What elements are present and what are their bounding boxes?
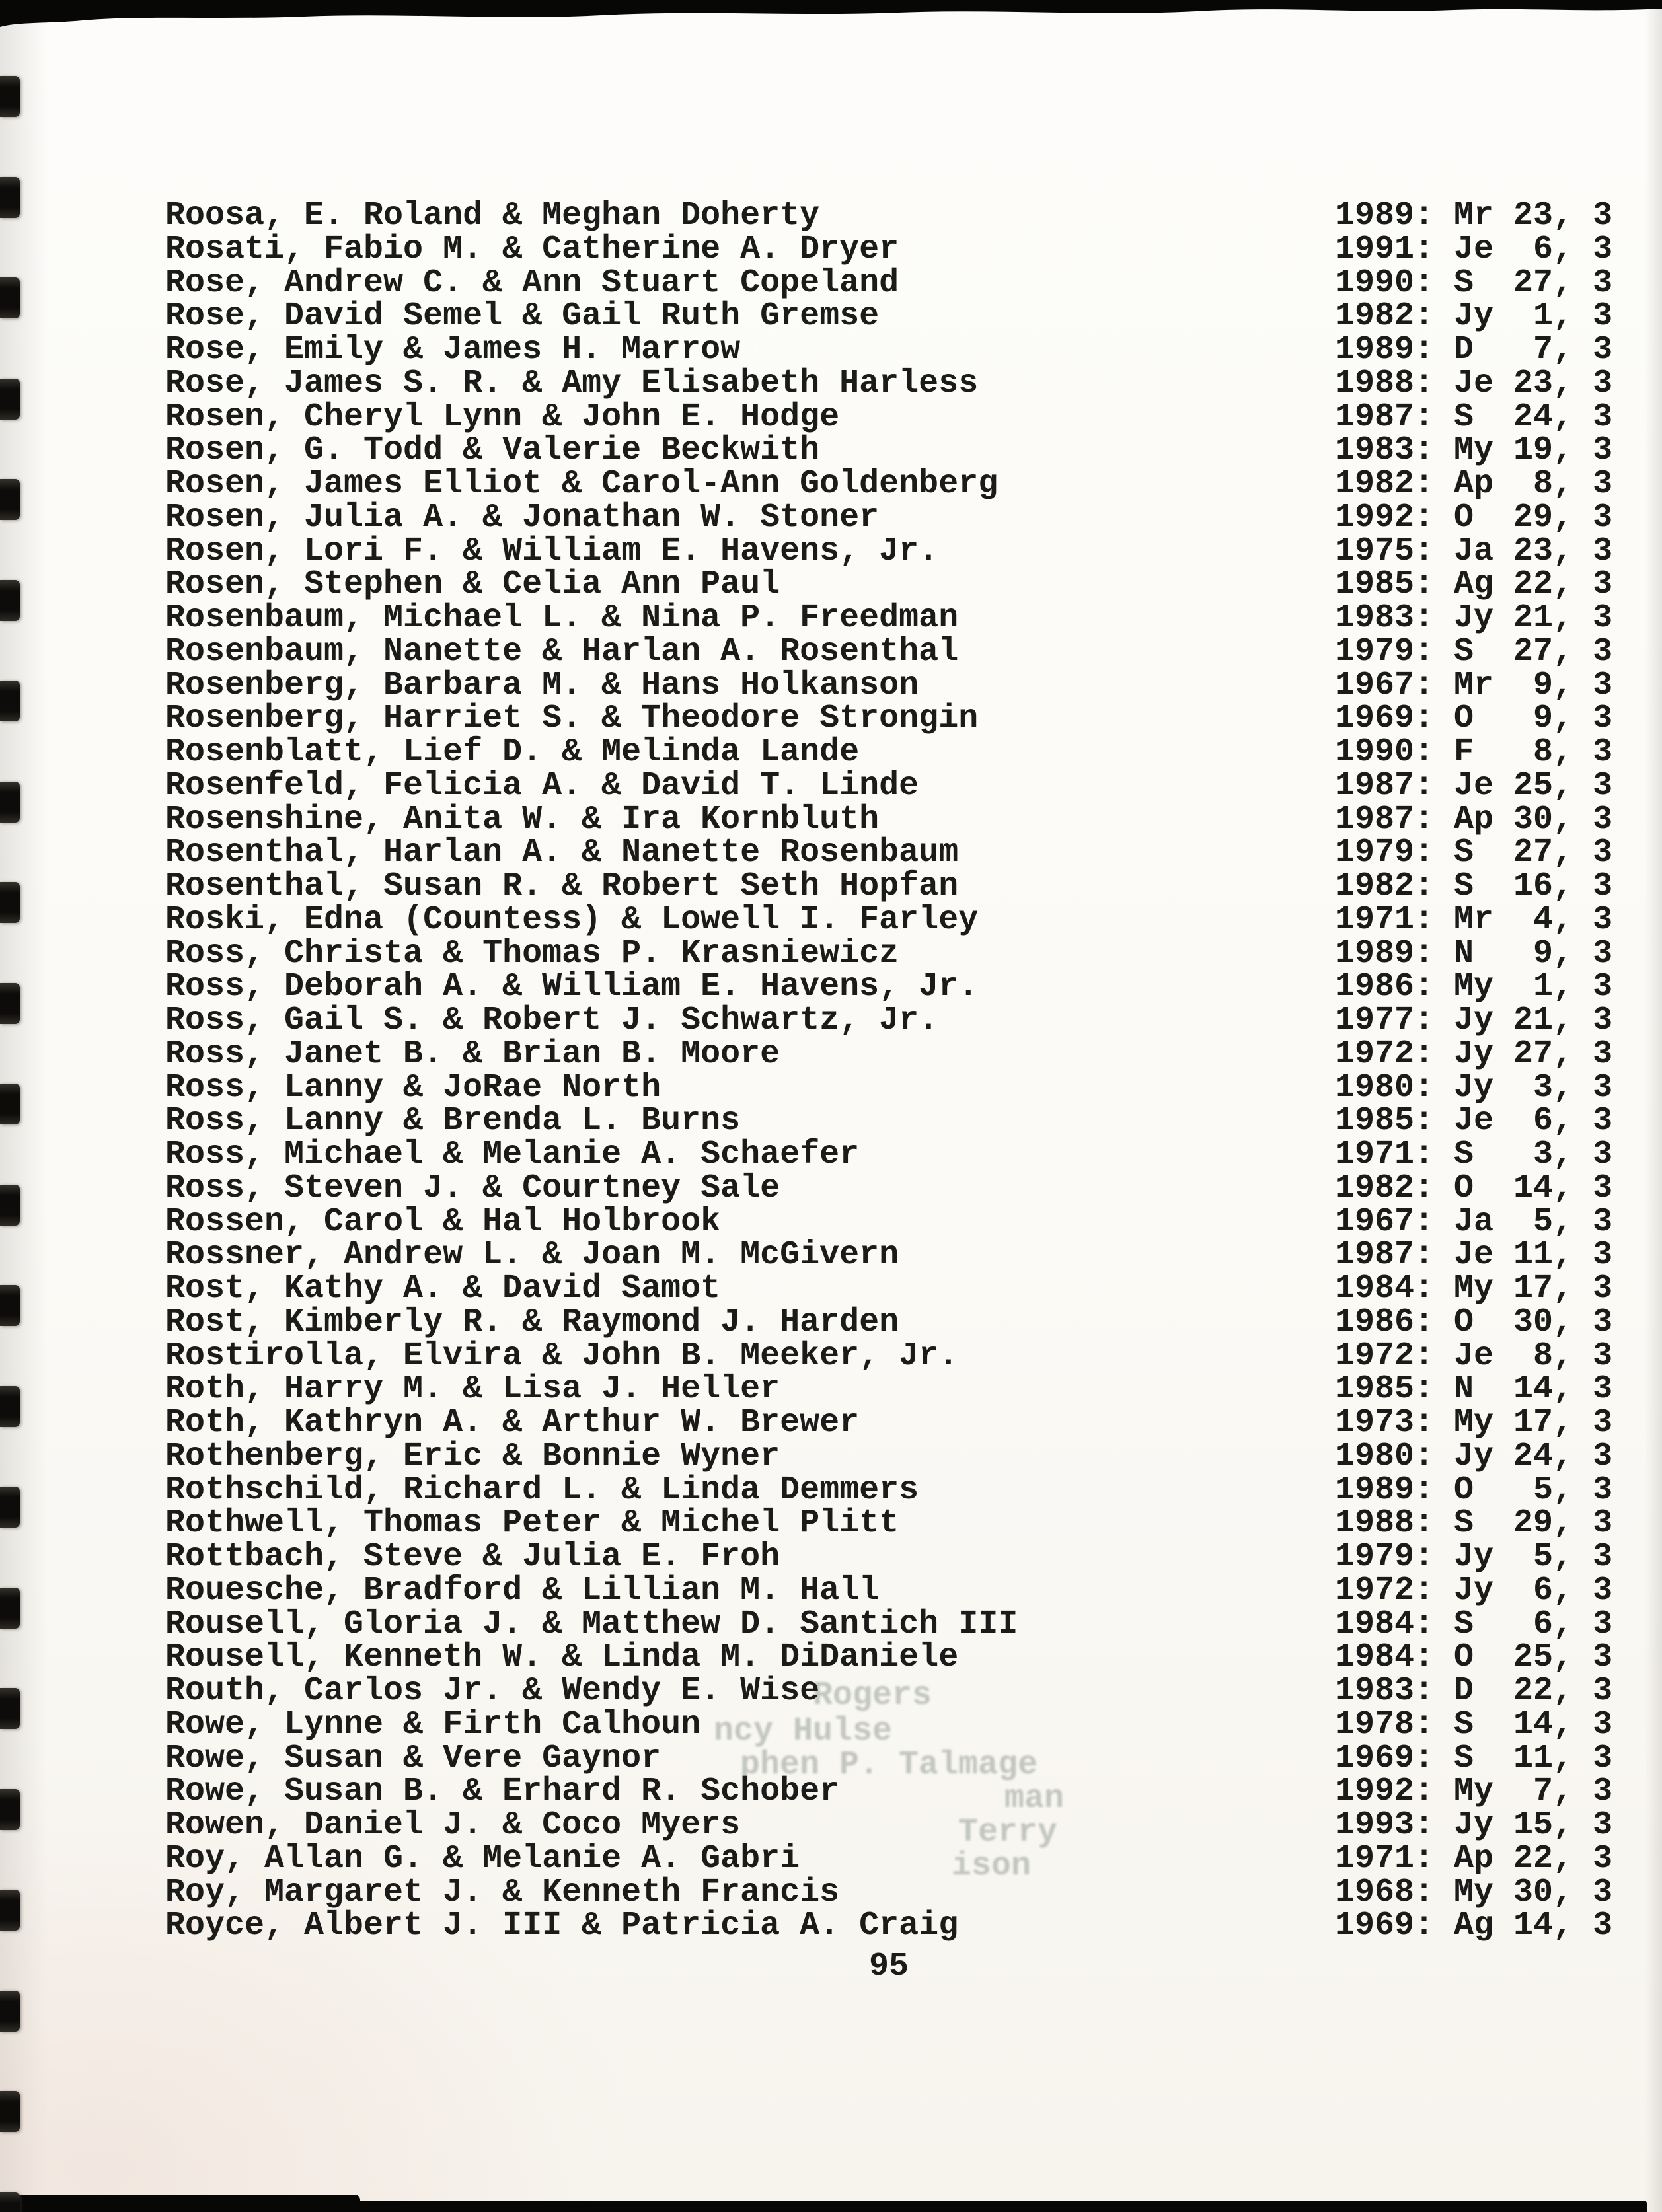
entry-name: Rosen, Lori F. & William E. Havens, Jr. [165,532,939,570]
entry-date: 1975: Ja 23, 3 [1335,532,1613,570]
list-row [0,599,1662,637]
binding-hole [0,1991,20,2032]
entry-name: Roosa, E. Roland & Meghan Doherty [165,197,820,235]
entry-name: Rost, Kathy A. & David Samot [165,1270,721,1308]
entry-date: 1980: Jy 24, 3 [1335,1437,1613,1475]
entry-date: 1989: Mr 23, 3 [1335,197,1613,235]
list-row [0,398,1662,436]
entry-date: 1979: S 27, 3 [1335,834,1613,872]
entry-date: 1971: Ap 22, 3 [1335,1839,1613,1878]
entry-name: Rosen, Cheryl Lynn & John E. Hodge [165,398,840,436]
list-row [0,568,1662,602]
list-row [0,197,1662,235]
entry-date: 1971: Mr 4, 3 [1335,901,1613,939]
entry-name: Rousell, Kenneth W. & Linda M. DiDaniele [165,1639,959,1677]
bleedthrough-text: Terry [958,1814,1058,1851]
entry-date: 1993: Jy 15, 3 [1335,1806,1613,1844]
list-row [0,331,1662,369]
entry-list [0,197,1662,1945]
list-row [0,1004,1662,1038]
list-row [0,1370,1662,1409]
entry-name: Rosenthal, Harlan A. & Nanette Rosenbaum [165,834,959,872]
entry-date: 1984: S 6, 3 [1335,1605,1613,1643]
entry-date: 1983: My 19, 3 [1335,431,1613,470]
entry-date: 1983: Jy 21, 3 [1335,599,1613,637]
list-row [0,1303,1662,1341]
list-row [0,1169,1662,1207]
entry-name: Ross, Michael & Melanie A. Schaefer [165,1136,860,1173]
entry-date: 1967: Mr 9, 3 [1335,666,1613,704]
list-row [0,465,1662,503]
list-row [0,1839,1662,1878]
bleedthrough-text: man [1004,1780,1065,1818]
entry-name: Rosenfeld, Felicia A. & David T. Linde [165,766,919,805]
bleedthrough-text: ison [952,1847,1032,1885]
entry-name: Rowen, Daniel J. & Coco Myers [165,1806,741,1844]
entry-date: 1977: Jy 21, 3 [1335,1002,1613,1039]
entry-name: Rosenbaum, Nanette & Harlan A. Rosenthal [165,632,959,671]
entry-name: Roy, Allan G. & Melanie A. Gabri [165,1839,800,1878]
entry-name: Rosenblatt, Lief D. & Melinda Lande [165,733,860,771]
list-row [0,1138,1662,1172]
entry-date: 1985: N 14, 3 [1335,1370,1613,1409]
list-row [0,1202,1662,1241]
entry-date: 1969: S 11, 3 [1335,1739,1613,1777]
entry-name: Royce, Albert J. III & Patricia A. Craig [165,1907,959,1945]
list-row [0,1035,1662,1073]
entry-name: Rose, Andrew C. & Ann Stuart Copeland [165,264,899,302]
entry-date: 1982: S 16, 3 [1335,867,1613,905]
page-number: 95 [868,1948,909,1985]
list-row [0,1102,1662,1140]
entry-name: Rowe, Susan & Vere Gaynor [165,1739,661,1777]
list-row [0,1236,1662,1274]
entry-date: 1988: Je 23, 3 [1335,364,1613,402]
entry-date: 1979: S 27, 3 [1335,632,1613,671]
entry-date: 1986: O 30, 3 [1335,1303,1613,1341]
list-row [0,1337,1662,1375]
entry-name: Rosenberg, Harriet S. & Theodore Strongin [165,700,979,738]
list-row [0,934,1662,973]
entry-date: 1991: Je 6, 3 [1335,230,1613,268]
entry-name: Ross, Lanny & JoRae North [165,1068,661,1107]
list-row [0,1641,1662,1675]
list-row [0,1605,1662,1643]
list-row [0,1775,1662,1809]
list-row [0,968,1662,1006]
entry-date: 1972: Jy 6, 3 [1335,1571,1613,1609]
list-row [0,766,1662,805]
entry-date: 1973: My 17, 3 [1335,1404,1613,1442]
entry-name: Routh, Carlos Jr. & Wendy E. Wise [165,1672,820,1710]
entry-name: Ross, Gail S. & Robert J. Schwartz, Jr. [165,1002,939,1039]
entry-date: 1982: Ap 8, 3 [1335,465,1613,503]
entry-name: Rosenthal, Susan R. & Robert Seth Hopfan [165,867,959,905]
entry-date: 1971: S 3, 3 [1335,1136,1613,1173]
binding-hole [0,76,20,117]
list-row [0,364,1662,402]
list-row [0,1739,1662,1777]
entry-name: Ross, Janet B. & Brian B. Moore [165,1035,780,1073]
list-row [0,901,1662,939]
entry-date: 1982: O 14, 3 [1335,1169,1613,1207]
list-row [0,867,1662,905]
bleedthrough-text: ncy Hulse [714,1713,893,1750]
entry-name: Roth, Kathryn A. & Arthur W. Brewer [165,1404,860,1442]
list-row [0,230,1662,268]
list-row [0,1806,1662,1844]
entry-date: 1988: S 29, 3 [1335,1504,1613,1543]
entry-name: Rosen, James Elliot & Carol-Ann Goldenberg [165,465,999,503]
list-row [0,1571,1662,1609]
entry-date: 1987: Je 25, 3 [1335,766,1613,805]
entry-name: Rosen, Stephen & Celia Ann Paul [165,566,780,604]
list-row [0,1538,1662,1576]
entry-date: 1972: Jy 27, 3 [1335,1035,1613,1073]
list-row [0,1873,1662,1911]
entry-name: Roski, Edna (Countess) & Lowell I. Farley [165,901,979,939]
list-row [0,1068,1662,1107]
entry-name: Rothschild, Richard L. & Linda Demmers [165,1471,919,1509]
entry-name: Ross, Steven J. & Courtney Sale [165,1169,780,1207]
entry-name: Rose, David Semel & Gail Ruth Gremse [165,297,880,336]
entry-date: 1987: Je 11, 3 [1335,1236,1613,1274]
entry-date: 1985: Je 6, 3 [1335,1102,1613,1140]
list-row [0,264,1662,302]
list-row [0,1471,1662,1509]
entry-name: Rousell, Gloria J. & Matthew D. Santich III [165,1605,1018,1643]
entry-date: 1987: Ap 30, 3 [1335,800,1613,838]
entry-name: Ross, Lanny & Brenda L. Burns [165,1102,741,1140]
scan-edge-top [0,0,1662,30]
entry-date: 1968: My 30, 3 [1335,1873,1613,1911]
entry-date: 1979: Jy 5, 3 [1335,1538,1613,1576]
list-row [0,632,1662,671]
list-row [0,532,1662,570]
list-row [0,1404,1662,1442]
entry-name: Ross, Deborah A. & William E. Havens, Jr. [165,968,979,1006]
entry-name: Roy, Margaret J. & Kenneth Francis [165,1873,840,1911]
entry-date: 1992: My 7, 3 [1335,1773,1613,1811]
list-row [0,1504,1662,1543]
bleedthrough-text: Rogers [813,1677,932,1714]
entry-date: 1969: O 9, 3 [1335,700,1613,738]
entry-name: Ross, Christa & Thomas P. Krasniewicz [165,934,899,973]
entry-date: 1985: Ag 22, 3 [1335,566,1613,604]
list-row [0,1705,1662,1744]
entry-date: 1992: O 29, 3 [1335,498,1613,536]
entry-date: 1990: S 27, 3 [1335,264,1613,302]
list-row [0,800,1662,838]
entry-name: Rosenshine, Anita W. & Ira Kornbluth [165,800,880,838]
entry-name: Rothwell, Thomas Peter & Michel Plitt [165,1504,899,1543]
scan-edge-bottom [0,2201,1647,2212]
entry-name: Rosenbaum, Michael L. & Nina P. Freedman [165,599,959,637]
entry-name: Rosen, G. Todd & Valerie Beckwith [165,431,820,470]
entry-name: Rossner, Andrew L. & Joan M. McGivern [165,1236,899,1274]
list-row [0,1437,1662,1475]
list-row [0,666,1662,704]
list-row [0,1909,1662,1943]
entry-name: Rost, Kimberly R. & Raymond J. Harden [165,1303,899,1341]
list-row [0,297,1662,336]
bleedthrough-text: phen P. Talmage [740,1746,1038,1784]
entry-name: Rosati, Fabio M. & Catherine A. Dryer [165,230,899,268]
list-row [0,1272,1662,1306]
entry-date: 1984: My 17, 3 [1335,1270,1613,1308]
list-row [0,733,1662,771]
binding-hole [0,2091,20,2132]
entry-date: 1989: O 5, 3 [1335,1471,1613,1509]
entry-date: 1972: Je 8, 3 [1335,1337,1613,1375]
entry-name: Rothenberg, Eric & Bonnie Wyner [165,1437,780,1475]
entry-name: Roth, Harry M. & Lisa J. Heller [165,1370,780,1409]
binding-hole [0,2192,20,2212]
entry-date: 1986: My 1, 3 [1335,968,1613,1006]
entry-date: 1989: N 9, 3 [1335,934,1613,973]
entry-name: Rostirolla, Elvira & John B. Meeker, Jr. [165,1337,959,1375]
entry-date: 1989: D 7, 3 [1335,331,1613,369]
entry-date: 1978: S 14, 3 [1335,1705,1613,1744]
entry-name: Rose, James S. R. & Amy Elisabeth Harless [165,364,979,402]
list-row [0,1672,1662,1710]
entry-name: Rosen, Julia A. & Jonathan W. Stoner [165,498,880,536]
entry-name: Rouesche, Bradford & Lillian M. Hall [165,1571,880,1609]
entry-date: 1982: Jy 1, 3 [1335,297,1613,336]
entry-date: 1987: S 24, 3 [1335,398,1613,436]
entry-name: Rowe, Lynne & Firth Calhoun [165,1705,701,1744]
list-row [0,836,1662,870]
entry-name: Rottbach, Steve & Julia E. Froh [165,1538,780,1576]
entry-date: 1984: O 25, 3 [1335,1639,1613,1677]
entry-name: Rowe, Susan B. & Erhard R. Schober [165,1773,840,1811]
entry-name: Rose, Emily & James H. Marrow [165,331,741,369]
entry-date: 1980: Jy 3, 3 [1335,1068,1613,1107]
entry-date: 1969: Ag 14, 3 [1335,1907,1613,1945]
entry-name: Rosenberg, Barbara M. & Hans Holkanson [165,666,919,704]
entry-date: 1983: D 22, 3 [1335,1672,1613,1710]
entry-name: Rossen, Carol & Hal Holbrook [165,1202,721,1241]
entry-date: 1967: Ja 5, 3 [1335,1202,1613,1241]
list-row [0,498,1662,536]
list-row [0,431,1662,470]
entry-date: 1990: F 8, 3 [1335,733,1613,771]
list-row [0,702,1662,736]
